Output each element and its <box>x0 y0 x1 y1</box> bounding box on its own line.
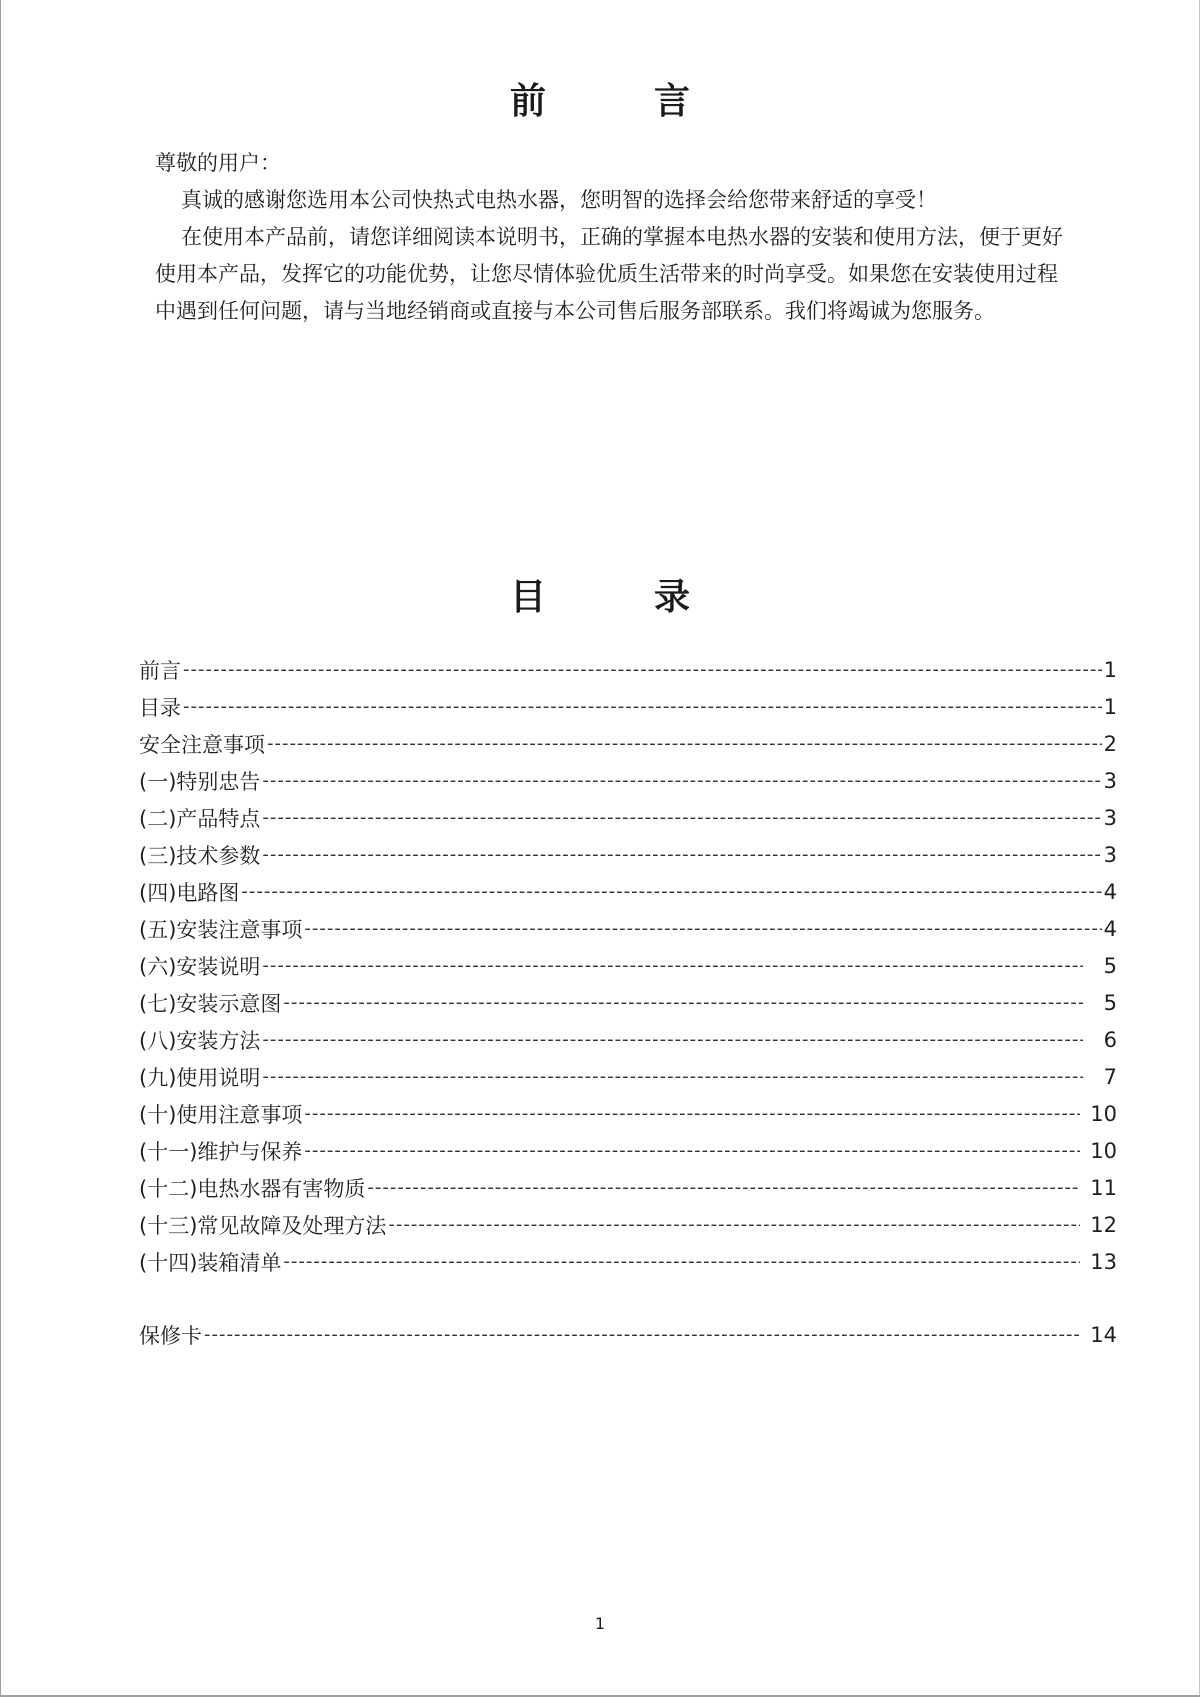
toc-entry-label: (十四)装箱清单 <box>139 1250 282 1275</box>
dot-leader <box>367 1177 1080 1198</box>
toc-entry-special-warning[interactable] <box>139 762 1117 799</box>
toc-entry-page: 1 <box>1103 657 1117 682</box>
toc-entry-page: 1 <box>1103 694 1117 719</box>
toc-entry-label: (四)电路图 <box>139 880 240 905</box>
toc-entry-label: (八)安装方法 <box>139 1028 261 1053</box>
toc-entry-page: 10 <box>1090 1101 1117 1126</box>
preface-paragraph-1: 真诚的感谢您选用本公司快热式电热水器，您明智的选择会给您带来舒适的享受！ <box>181 188 937 212</box>
toc-entry-label: (十三)常见故障及处理方法 <box>139 1213 387 1238</box>
toc-entry-page: 3 <box>1103 768 1117 793</box>
dot-leader <box>262 955 1083 976</box>
toc-entry-troubleshooting[interactable] <box>139 1206 1117 1243</box>
page-border-left <box>0 0 1 1697</box>
toc-entry-hazardous-substances[interactable] <box>139 1169 1117 1206</box>
toc-entry-label: (一)特别忠告 <box>139 769 261 794</box>
toc-entry-label: 安全注意事项 <box>139 732 265 757</box>
page-number: 1 <box>594 1614 606 1633</box>
toc-entry-packing-list[interactable] <box>139 1243 1117 1280</box>
toc-entry-label: 前言 <box>139 658 181 683</box>
toc-entry-label: (二)产品特点 <box>139 806 261 831</box>
toc-entry-label: 保修卡 <box>139 1323 202 1348</box>
table-of-contents <box>139 651 1117 1353</box>
toc-entry-label: (七)安装示意图 <box>139 991 282 1016</box>
toc-entry-page: 6 <box>1103 1027 1117 1052</box>
toc-entry-page: 5 <box>1103 990 1117 1015</box>
dot-leader <box>283 1251 1080 1272</box>
toc-entry-label: (十)使用注意事项 <box>139 1102 303 1127</box>
toc-entry-page: 11 <box>1090 1175 1117 1200</box>
toc-entry-page: 13 <box>1090 1249 1117 1274</box>
toc-entry-page: 12 <box>1090 1212 1117 1237</box>
toc-entry-page: 4 <box>1103 916 1117 941</box>
dot-leader <box>262 1029 1083 1050</box>
dot-leader <box>262 807 1101 828</box>
dot-leader <box>304 1103 1080 1124</box>
dot-leader <box>267 733 1102 754</box>
preface-title: 前 言 <box>509 81 726 122</box>
toc-entry-label: (九)使用说明 <box>139 1065 261 1090</box>
dot-leader <box>304 1140 1080 1161</box>
toc-title: 目 录 <box>509 577 726 618</box>
toc-entry-safety[interactable] <box>139 725 1117 762</box>
toc-entry-label: (十一)维护与保养 <box>139 1139 303 1164</box>
toc-entry-page: 4 <box>1103 879 1117 904</box>
toc-entry-label: (三)技术参数 <box>139 843 261 868</box>
toc-entry-label: (十二)电热水器有害物质 <box>139 1176 366 1201</box>
dot-leader <box>204 1324 1080 1345</box>
toc-entry-warranty-card[interactable] <box>139 1316 1117 1353</box>
toc-entry-page: 5 <box>1103 953 1117 978</box>
preface-greeting: 尊敬的用户： <box>155 151 281 175</box>
toc-entry-usage[interactable] <box>139 1058 1117 1095</box>
preface-paragraph-2: 在使用本产品前，请您详细阅读本说明书，正确的掌握本电热水器的安装和使用方法，便于更好使用本产品，发挥它的功能优势，让您尽情体验优质生活带来的时尚享受。如果您在安装使用过程中遇到任何问题，请与当地经销商或直接与本公司售后服务部联系。我们将竭诚为您服务。 <box>155 225 1063 323</box>
toc-entry-install-guide[interactable] <box>139 947 1117 984</box>
toc-entry-preface[interactable] <box>139 651 1117 688</box>
toc-entry-page: 14 <box>1090 1322 1117 1347</box>
preface-body <box>155 145 1075 330</box>
dot-leader <box>262 770 1101 791</box>
toc-entry-page: 10 <box>1090 1138 1117 1163</box>
toc-entry-label: 目录 <box>139 695 181 720</box>
toc-entry-install-notes[interactable] <box>139 910 1117 947</box>
dot-leader <box>262 844 1101 865</box>
toc-entry-label: (六)安装说明 <box>139 954 261 979</box>
toc-entry-page: 2 <box>1103 731 1117 756</box>
dot-leader <box>388 1214 1080 1235</box>
dot-leader <box>183 696 1102 717</box>
toc-entry-page: 3 <box>1103 805 1117 830</box>
dot-leader <box>262 1066 1083 1087</box>
toc-entry-page: 3 <box>1103 842 1117 867</box>
toc-entry-label: (五)安装注意事项 <box>139 917 303 942</box>
toc-entry-page: 7 <box>1103 1064 1117 1089</box>
toc-entry-specs[interactable] <box>139 836 1117 873</box>
toc-entry-contents[interactable] <box>139 688 1117 725</box>
toc-entry-install-diagram[interactable] <box>139 984 1117 1021</box>
dot-leader <box>304 918 1101 939</box>
dot-leader <box>283 992 1083 1013</box>
toc-entry-install-method[interactable] <box>139 1021 1117 1058</box>
toc-entry-usage-notes[interactable] <box>139 1095 1117 1132</box>
toc-entry-circuit[interactable] <box>139 873 1117 910</box>
toc-entry-features[interactable] <box>139 799 1117 836</box>
toc-entry-maintenance[interactable] <box>139 1132 1117 1169</box>
dot-leader <box>183 659 1102 680</box>
dot-leader <box>241 881 1101 902</box>
